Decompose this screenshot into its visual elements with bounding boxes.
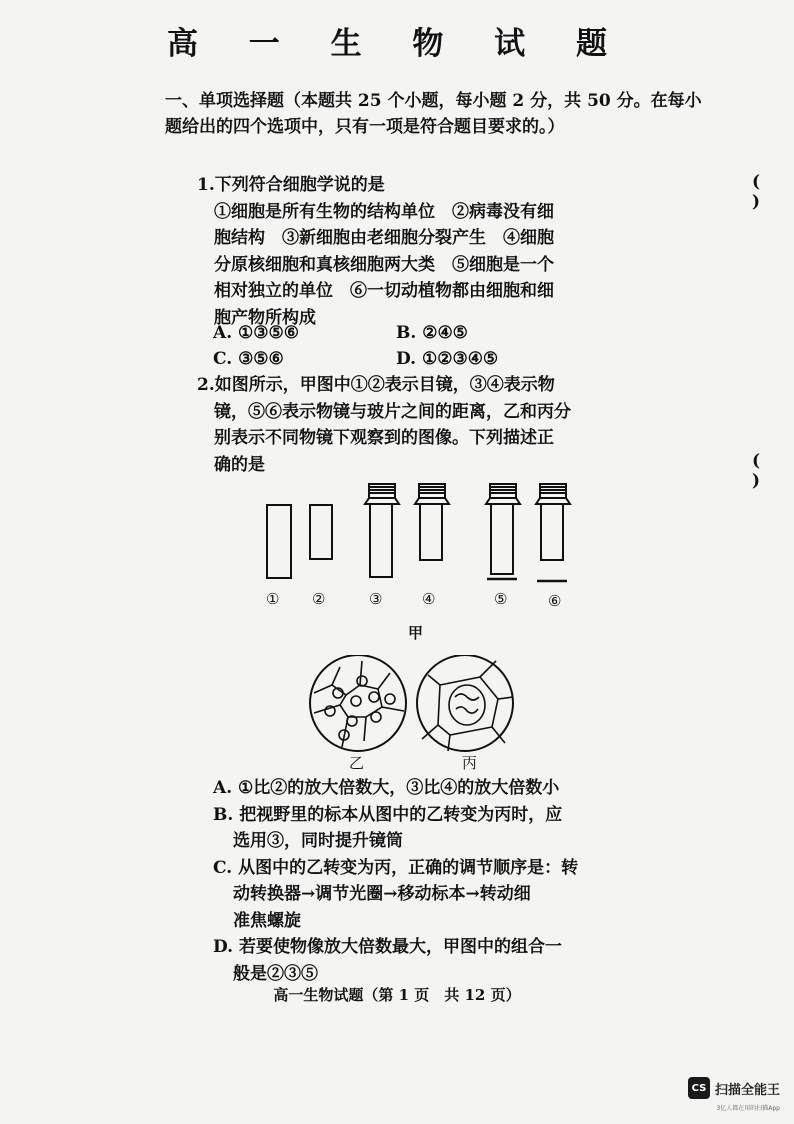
q1-stem-line: 胞结构 ③新细胞由老细胞分裂产生 ④细胞 [214,228,554,248]
field-yi [310,655,406,751]
q2-option-c-cont: 动转换器→调节光圈→移动标本→转动细 [233,884,531,904]
q2-stem-line: 镜，⑤⑥表示物镜与玻片之间的距离，乙和丙分 [214,401,571,422]
page-title: 高 一 生 物 试 题 [167,26,627,62]
q1-option-c: C. ③⑤⑥ [213,349,284,369]
q2-option-d: D. 若要使物像放大倍数最大，甲图中的组合一 [213,937,562,957]
scanner-tagline: 3亿人都在用的扫描App [716,1105,780,1112]
page-footer: 高一生物试题（第 1 页 共 12 页） [273,986,521,1004]
objective-6 [536,484,570,581]
q2-stem-line: 确的是 [214,454,265,475]
figure-caption-bing: 丙 [462,754,478,772]
q1-option-a: A. ①③⑤⑥ [213,323,299,343]
figure-yi-bing-fields [300,655,540,755]
figure-caption-jia: 甲 [408,624,424,642]
q2-option-c: C. 从图中的乙转变为丙，正确的调节顺序是：转 [213,857,579,878]
figure-label-2: ② [312,590,326,608]
q1-stem-line: 胞产物所构成 [214,307,316,328]
answer-parenthesis: ( ) [752,451,761,491]
figure-label-6: ⑥ [548,592,562,610]
figure-label-1: ① [266,590,280,608]
q2-option-d-cont: 般是②③⑤ [233,963,318,984]
objective-5 [486,484,520,579]
q2-options [213,775,713,987]
q2-option-a: A. ①比②的放大倍数大，③比④的放大倍数小 [213,778,560,798]
q2-option-c-cont: 准焦螺旋 [233,910,301,931]
scanner-name: 扫描全能王 [714,1082,780,1098]
eyepiece-1 [267,505,291,578]
field-bing [417,655,513,751]
scanner-watermark [688,1077,780,1099]
q1-stem-line: 1.下列符合细胞学说的是 [197,175,385,195]
q2-stem-line: 别表示不同物镜下观察到的图像。下列描述正 [214,428,554,448]
q1-option-b: B. ②④⑤ [396,323,468,343]
objective-3 [365,484,399,577]
figure-caption-yi: 乙 [349,754,365,772]
q1-stem-line: 相对独立的单位 ⑥一切动植物都由细胞和细 [214,281,554,301]
q2-option-b: B. 把视野里的标本从图中的乙转变为丙时，应 [213,804,563,825]
question-2 [197,372,761,491]
figure-label-4: ④ [422,590,436,608]
section-heading: 一、单项选择题（本题共 25 个小题，每小题 2 分，共 50 分。在每小题给出的四个选项中，只有一项是符合题目要求的。） [165,91,702,137]
q2-option-b-cont: 选用③，同时提升镜筒 [233,831,403,851]
answer-parenthesis: ( ) [752,172,761,212]
figure-label-3: ③ [369,590,383,608]
q1-stem-line: ①细胞是所有生物的结构单位 ②病毒没有细 [214,201,554,222]
scanner-logo-icon: CS [688,1077,710,1099]
q1-option-d: D. ①②③④⑤ [396,349,499,369]
q2-stem-line: 2.如图所示，甲图中①②表示目镜，③④表示物 [197,375,555,395]
objective-4 [415,484,449,560]
figure-label-5: ⑤ [494,590,508,608]
question-1 [197,172,761,331]
eyepiece-2 [310,505,332,559]
q1-stem-line: 分原核细胞和真核细胞两大类 ⑤细胞是一个 [214,254,554,275]
